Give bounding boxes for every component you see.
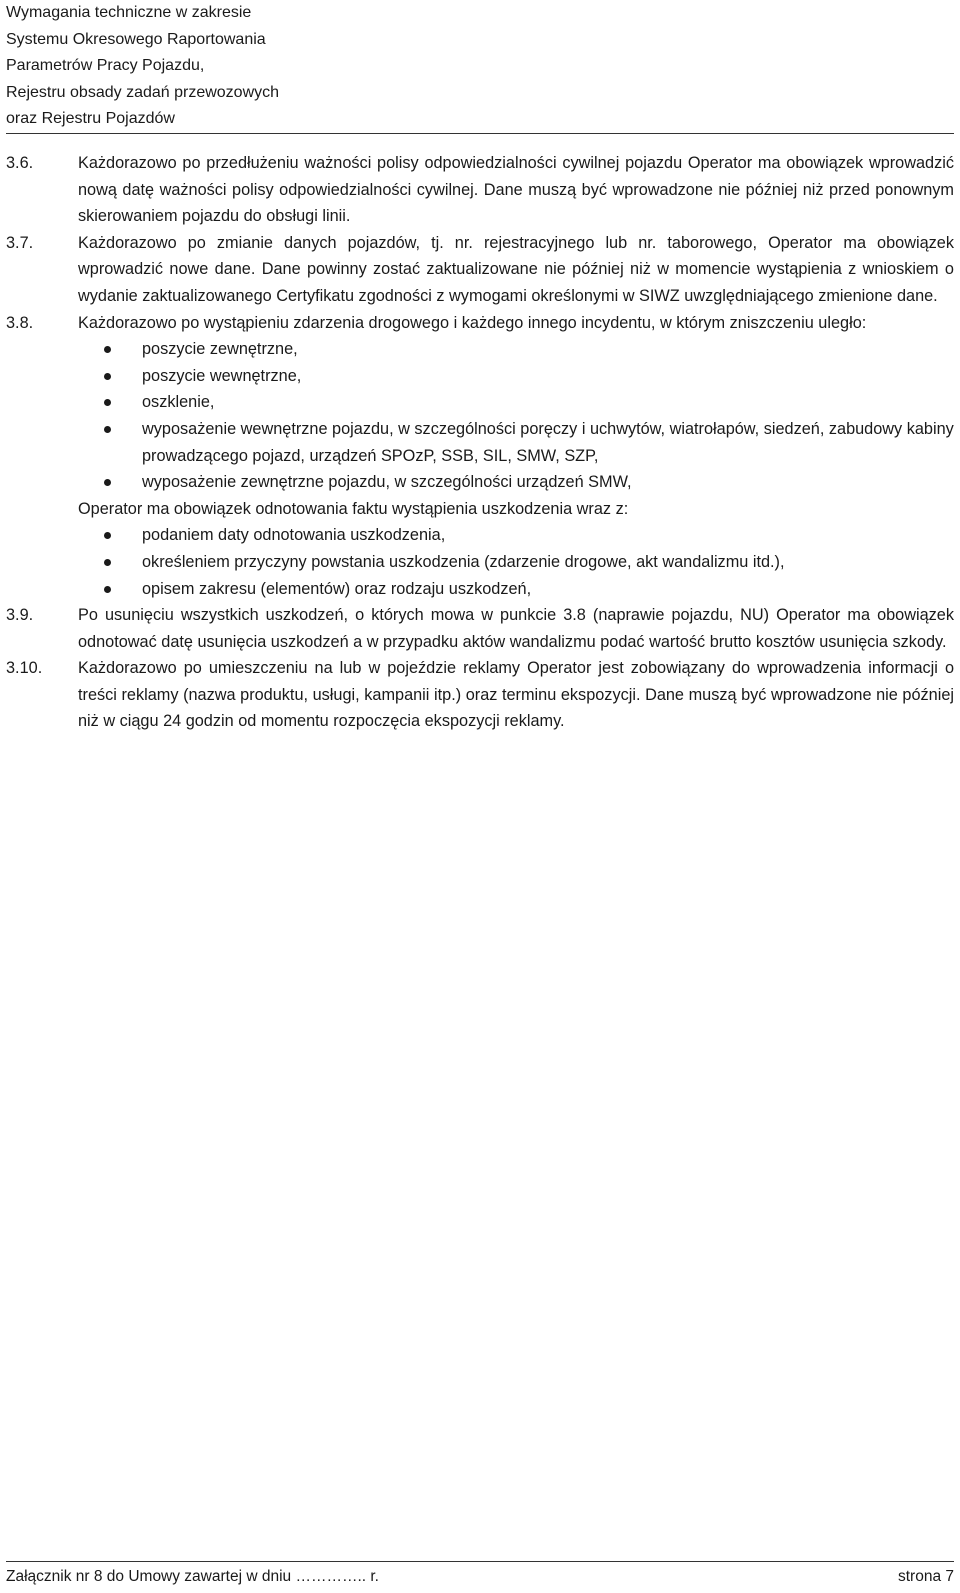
footer-annex-label: Załącznik nr 8 do Umowy zawartej w dniu ………….. r. <box>6 1568 379 1585</box>
section-3-9 <box>6 602 954 655</box>
bullet-icon <box>104 373 111 380</box>
section-3-6 <box>6 150 954 230</box>
section-number: 3.10. <box>6 659 43 678</box>
section-3-10 <box>6 655 954 735</box>
header-line-4: Rejestru obsady zadań przewozowych <box>6 83 280 101</box>
section-text: Po usunięciu wszystkich uszkodzeń, o których mowa w punkcie 3.8 (naprawie pojazdu, NU) Operator ma obowiązek odnotować datę usunięcia uszkodzeń a w przypadku aktów wandalizmu podać wartość brutto kosztów usunięcia szkody. <box>78 606 954 651</box>
list-item <box>78 469 954 496</box>
section-text-2: Operator ma obowiązek odnotowania faktu wystąpienia uszkodzenia wraz z: <box>78 499 629 518</box>
bullet-icon <box>104 532 111 539</box>
list-item <box>78 363 954 390</box>
list-item-text: poszycie zewnętrzne, <box>142 340 298 359</box>
header-line-2: Systemu Okresowego Raportowania <box>6 30 266 48</box>
section-number: 3.9. <box>6 606 34 625</box>
section-text: Każdorazowo po wystąpieniu zdarzenia drogowego i każdego innego incydentu, w którym zniszczeniu uległo: <box>78 313 867 332</box>
list-item-text: określeniem przyczyny powstania uszkodzenia (zdarzenie drogowe, akt wandalizmu itd.), <box>142 552 785 571</box>
list-item-text: podaniem daty odnotowania uszkodzenia, <box>142 526 446 545</box>
list-item <box>78 549 954 576</box>
list-item <box>78 522 954 549</box>
bullet-icon <box>104 586 111 593</box>
document-header <box>6 0 954 134</box>
list-item <box>78 336 954 363</box>
damage-list <box>78 336 954 496</box>
section-3-7 <box>6 230 954 310</box>
header-line-1: Wymagania techniczne w zakresie <box>6 4 252 21</box>
section-text: Każdorazowo po przedłużeniu ważności polisy odpowiedzialności cywilnej pojazdu Operator ma obowiązek wprowadzić nową datę ważności polisy odpowiedzialności cywilnej. Dane muszą być wprowadzone nie później niż przed ponownym skierowaniem pojazdu do obsługi linii. <box>78 154 954 226</box>
list-item-text: wyposażenie wewnętrzne pojazdu, w szczególności poręczy i uchwytów, wiatrołapów, siedzeń, zabudowy kabiny prowadzącego pojazd, urządzeń SPOzP, SSB, SIL, SMW, SZP, <box>142 419 954 465</box>
document-footer <box>6 1561 954 1587</box>
section-number: 3.8. <box>6 313 34 332</box>
section-3-8 <box>6 310 954 603</box>
list-item <box>78 389 954 416</box>
header-line-3: Parametrów Pracy Pojazdu, <box>6 57 205 74</box>
bullet-icon <box>104 479 111 486</box>
bullet-icon <box>104 399 111 406</box>
section-number: 3.7. <box>6 233 34 252</box>
section-text: Każdorazowo po umieszczeniu na lub w pojeździe reklamy Operator jest zobowiązany do wprowadzenia informacji o treści reklamy (nazwa produktu, usługi, kampanii itp.) oraz terminu ekspozycji. Dane muszą być wprowadzone nie później niż w ciągu 24 godzin od momentu rozpoczęcia ekspozycji reklamy. <box>78 659 954 731</box>
list-item <box>78 576 954 603</box>
list-item-text: wyposażenie zewnętrzne pojazdu, w szczególności urządzeń SMW, <box>142 473 632 492</box>
page-number: strona 7 <box>897 1568 954 1585</box>
document-body <box>6 150 954 735</box>
list-item-text: opisem zakresu (elementów) oraz rodzaju uszkodzeń, <box>142 579 532 598</box>
record-list <box>78 522 954 602</box>
bullet-icon <box>104 559 111 566</box>
section-text: Każdorazowo po zmianie danych pojazdów, tj. nr. rejestracyjnego lub nr. taborowego, Operator ma obowiązek wprowadzić nowe dane. Dane powinny zostać zaktualizowane nie później niż w momencie wystąpienia z wnioskiem o wydanie zaktualizowanego Certyfikatu zgodności z wymogami określonymi w SIWZ uwzględniającego zmienione dane. <box>78 233 954 305</box>
bullet-icon <box>104 346 111 353</box>
list-item-text: poszycie wewnętrzne, <box>142 366 302 385</box>
section-number: 3.6. <box>6 154 34 172</box>
header-line-5: oraz Rejestru Pojazdów <box>6 110 175 127</box>
bullet-icon <box>104 426 111 433</box>
list-item-text: oszklenie, <box>142 393 215 412</box>
list-item <box>78 416 954 469</box>
